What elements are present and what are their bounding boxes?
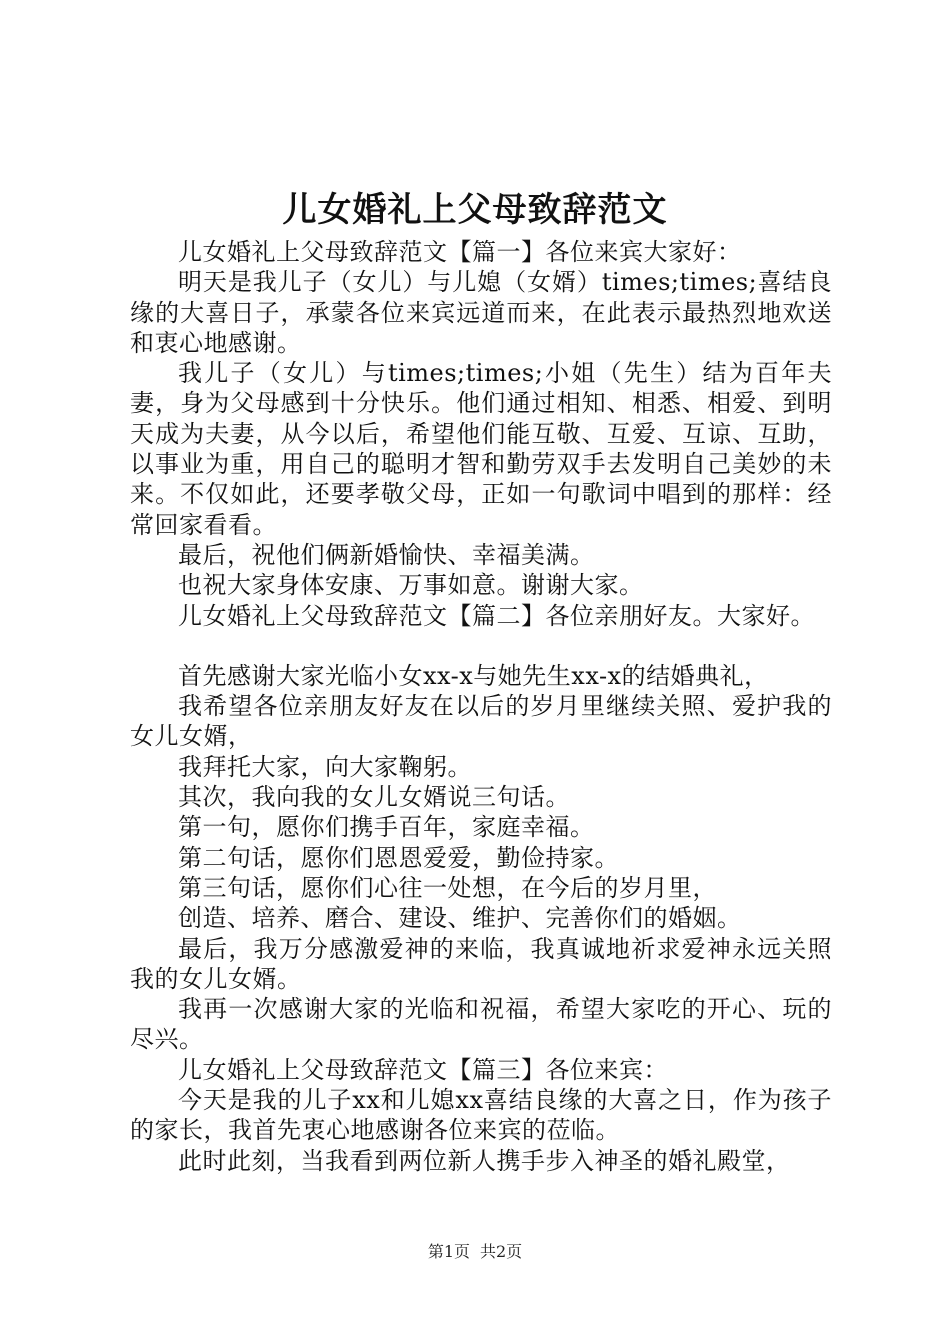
document-title: 儿女婚礼上父母致辞范文	[282, 190, 668, 230]
paragraph-18: 今天是我的儿子xx和儿媳xx喜结良缘的大喜之日，作为孩子的家长，我首先衷心地感谢各位来宾的莅临。	[130, 1086, 832, 1145]
paragraph-13: 第三句话，愿你们心往一处想，在今后的岁月里，	[178, 873, 717, 902]
paragraph-12: 第二句话，愿你们恩恩爱爱，勤俭持家。	[178, 843, 619, 872]
paragraph-16: 我再一次感谢大家的光临和祝福，希望大家吃的开心、玩的尽兴。	[130, 995, 832, 1054]
paragraph-8: 我希望各位亲朋友好友在以后的岁月里继续关照、爱护我的女儿女婿，	[130, 692, 832, 751]
paragraph-19: 此时此刻，当我看到两位新人携手步入神圣的婚礼殿堂，	[178, 1146, 791, 1175]
paragraph-11: 第一句，愿你们携手百年，家庭幸福。	[178, 813, 595, 842]
paragraph-17: 儿女婚礼上父母致辞范文【篇三】各位来宾：	[178, 1055, 668, 1084]
paragraph-10: 其次，我向我的女儿女婿说三句话。	[178, 783, 570, 812]
paragraph-3: 我儿子（女儿）与times;times;小姐（先生）结为百年夫妻，身为父母感到十分快乐。他们通过相知、相悉、相爱、到明天成为夫妻，从今以后，希望他们能互敬、互爱、互谅、互助，以事业为重，用自己的聪明才智和勤劳双手去发明自己美妙的未来。不仅如此，还要孝敬父母，正如一句歌词中唱到的那样：经常回家看看。	[130, 359, 832, 539]
paragraph-15: 最后，我万分感激爱神的来临，我真诚地祈求爱神永远关照我的女儿女婿。	[130, 934, 832, 993]
page-footer	[0, 1241, 950, 1263]
paragraph-9: 我拜托大家，向大家鞠躬。	[178, 752, 472, 781]
page-number-total: 共2页	[480, 1242, 523, 1261]
paragraph-4: 最后，祝他们俩新婚愉快、幸福美满。	[178, 540, 595, 569]
page-number-current: 第1页	[427, 1242, 470, 1261]
paragraph-5: 也祝大家身体安康、万事如意。谢谢大家。	[178, 571, 644, 600]
paragraph-6: 儿女婚礼上父母致辞范文【篇二】各位亲朋好友。大家好。	[178, 601, 815, 630]
document-body	[130, 237, 832, 1176]
paragraph-1: 儿女婚礼上父母致辞范文【篇一】各位来宾大家好：	[178, 238, 742, 266]
paragraph-7: 首先感谢大家光临小女xx-x与她先生xx-x的结婚典礼，	[178, 661, 769, 690]
paragraph-2: 明天是我儿子（女儿）与儿媳（女婿）times;times;喜结良缘的大喜日子，承蒙各位来宾远道而来，在此表示最热烈地欢送和衷心地感谢。	[130, 268, 832, 357]
paragraph-14: 创造、培养、磨合、建设、维护、完善你们的婚姻。	[178, 904, 742, 933]
